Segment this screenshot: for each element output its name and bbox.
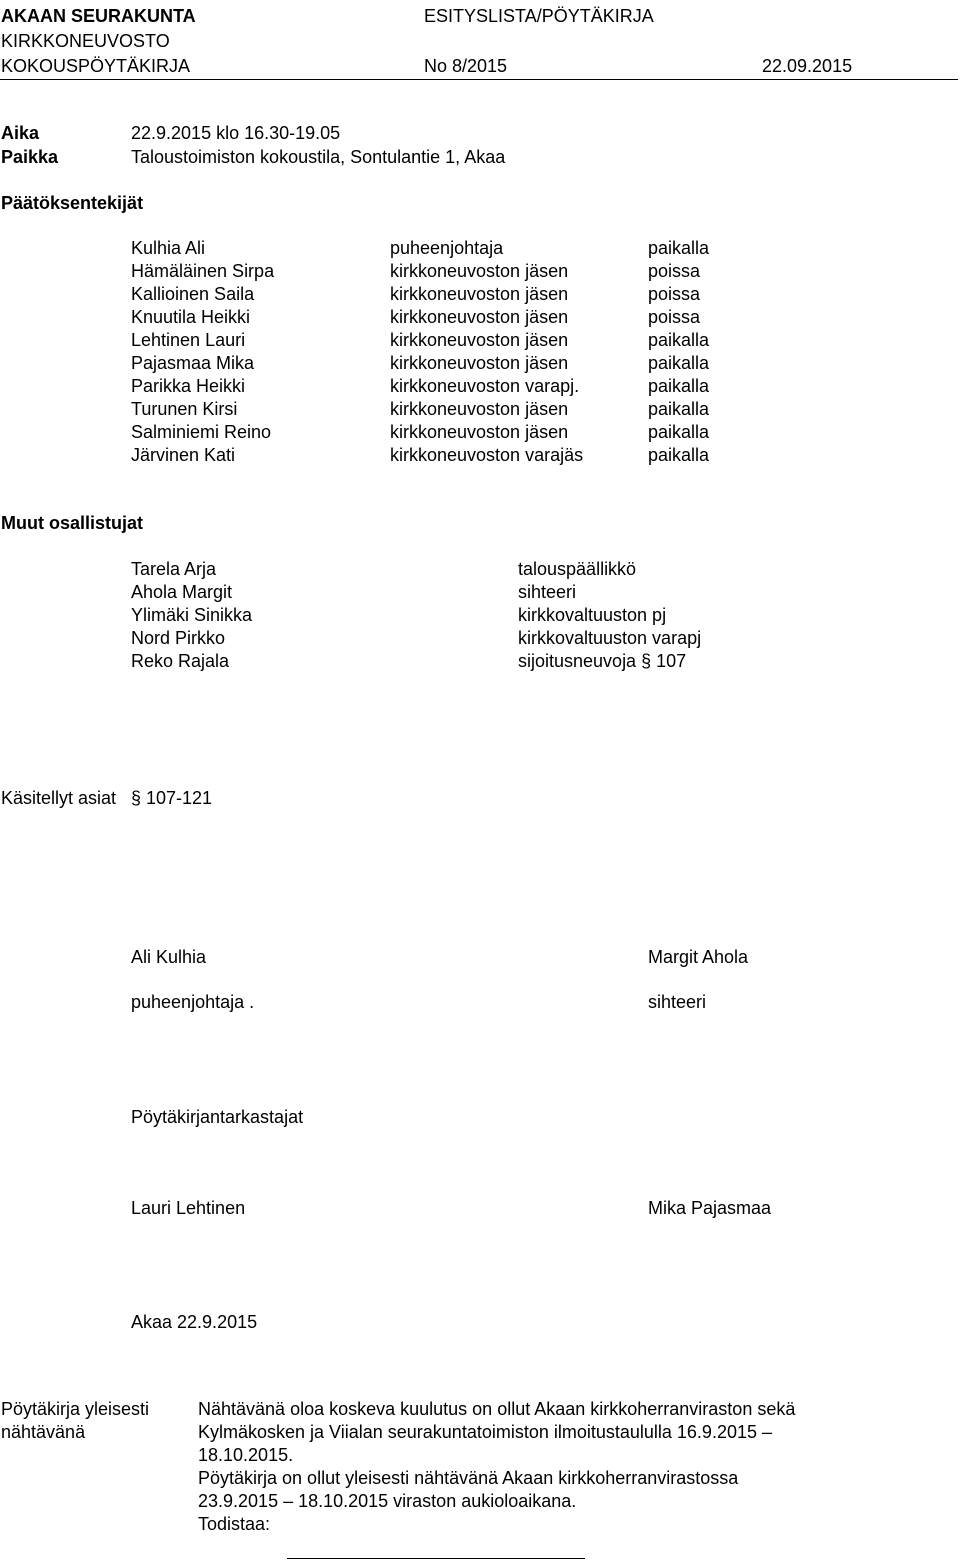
table-row bbox=[0, 283, 960, 306]
table-row bbox=[0, 604, 960, 627]
time-label: Aika bbox=[1, 123, 40, 143]
member-status: poissa bbox=[648, 284, 701, 304]
table-row bbox=[0, 558, 960, 581]
member-name: Pajasmaa Mika bbox=[131, 353, 255, 373]
time-value: 22.9.2015 klo 16.30-19.05 bbox=[131, 123, 341, 143]
member-name: Salminiemi Reino bbox=[131, 422, 272, 442]
other-participants-heading: Muut osallistujat bbox=[1, 513, 144, 533]
member-status: poissa bbox=[648, 307, 701, 327]
member-role: kirkkoneuvoston jäsen bbox=[390, 330, 569, 350]
public-text-line-1: Nähtävänä oloa koskeva kuulutus on ollut Akaan kirkkoherranviraston sekä bbox=[198, 1399, 796, 1419]
participant-name: Reko Rajala bbox=[131, 651, 230, 671]
member-role: kirkkoneuvoston varapj. bbox=[390, 376, 580, 396]
doc-type: ESITYSLISTA/PÖYTÄKIRJA bbox=[424, 6, 654, 26]
member-role: kirkkoneuvoston jäsen bbox=[390, 399, 569, 419]
member-name: Kulhia Ali bbox=[131, 238, 206, 258]
chair-name: Ali Kulhia bbox=[131, 947, 207, 967]
participant-name: Tarela Arja bbox=[131, 559, 217, 579]
member-status: paikalla bbox=[648, 353, 710, 373]
table-row bbox=[0, 306, 960, 329]
member-role: kirkkoneuvoston jäsen bbox=[390, 353, 569, 373]
reviewer-1: Lauri Lehtinen bbox=[131, 1198, 246, 1218]
member-status: paikalla bbox=[648, 238, 710, 258]
secretary-name: Margit Ahola bbox=[648, 947, 749, 967]
doc-date: 22.09.2015 bbox=[762, 56, 853, 76]
table-row bbox=[0, 260, 960, 283]
participant-name: Ahola Margit bbox=[131, 582, 233, 602]
member-role: kirkkoneuvoston jäsen bbox=[390, 422, 569, 442]
org-name: AKAAN SEURAKUNTA bbox=[1, 6, 196, 26]
member-name: Kallioinen Saila bbox=[131, 284, 255, 304]
member-role: kirkkoneuvoston varajäs bbox=[390, 445, 584, 465]
place-date: Akaa 22.9.2015 bbox=[131, 1312, 258, 1332]
public-text-line-6: Todistaa: bbox=[198, 1514, 271, 1534]
table-row bbox=[0, 421, 960, 444]
participant-role: talouspäällikkö bbox=[518, 559, 637, 579]
handled-label: Käsitellyt asiat bbox=[1, 788, 117, 808]
member-name: Hämäläinen Sirpa bbox=[131, 261, 275, 281]
table-row bbox=[0, 329, 960, 352]
member-status: paikalla bbox=[648, 422, 710, 442]
participant-name: Ylimäki Sinikka bbox=[131, 605, 253, 625]
participant-role: sihteeri bbox=[518, 582, 577, 602]
public-text-line-5: 23.9.2015 – 18.10.2015 viraston aukioloaikana. bbox=[198, 1491, 577, 1511]
table-row bbox=[0, 352, 960, 375]
place-label: Paikka bbox=[1, 147, 59, 167]
table-row bbox=[0, 398, 960, 421]
member-status: paikalla bbox=[648, 376, 710, 396]
participant-role: sijoitusneuvoja § 107 bbox=[518, 651, 687, 671]
public-label-line-2: nähtävänä bbox=[1, 1422, 86, 1442]
public-text-line-4: Pöytäkirja on ollut yleisesti nähtävänä Akaan kirkkoherranvirastossa bbox=[198, 1468, 739, 1488]
member-status: paikalla bbox=[648, 399, 710, 419]
handled-value: § 107-121 bbox=[131, 788, 213, 808]
reviewers-heading: Pöytäkirjantarkastajat bbox=[131, 1107, 304, 1127]
doc-kind: KOKOUSPÖYTÄKIRJA bbox=[1, 56, 191, 76]
member-name: Parikka Heikki bbox=[131, 376, 246, 396]
public-text-line-3: 18.10.2015. bbox=[198, 1445, 294, 1465]
doc-number: No 8/2015 bbox=[424, 56, 508, 76]
member-name: Knuutila Heikki bbox=[131, 307, 251, 327]
member-role: kirkkoneuvoston jäsen bbox=[390, 284, 569, 304]
participant-name: Nord Pirkko bbox=[131, 628, 226, 648]
table-row bbox=[0, 627, 960, 650]
table-row bbox=[0, 237, 960, 260]
member-name: Järvinen Kati bbox=[131, 445, 236, 465]
participant-role: kirkkovaltuuston pj bbox=[518, 605, 667, 625]
member-role: puheenjohtaja bbox=[390, 238, 504, 258]
signature-line bbox=[287, 1558, 585, 1559]
member-status: paikalla bbox=[648, 330, 710, 350]
participant-role: kirkkovaltuuston varapj bbox=[518, 628, 702, 648]
member-status: poissa bbox=[648, 261, 701, 281]
chair-title: puheenjohtaja . bbox=[131, 992, 255, 1012]
reviewer-2: Mika Pajasmaa bbox=[648, 1198, 772, 1218]
public-text-line-2: Kylmäkosken ja Viialan seurakuntatoimiston ilmoitustaululla 16.9.2015 – bbox=[198, 1422, 772, 1442]
table-row bbox=[0, 444, 960, 467]
place-value: Taloustoimiston kokoustila, Sontulantie 1, Akaa bbox=[131, 147, 506, 167]
decision-makers-heading: Päätöksentekijät bbox=[1, 193, 144, 213]
member-role: kirkkoneuvoston jäsen bbox=[390, 307, 569, 327]
table-row bbox=[0, 650, 960, 673]
member-name: Lehtinen Lauri bbox=[131, 330, 246, 350]
header-rule bbox=[0, 79, 958, 80]
secretary-title: sihteeri bbox=[648, 992, 707, 1012]
member-status: paikalla bbox=[648, 445, 710, 465]
body-name: KIRKKONEUVOSTO bbox=[1, 31, 170, 51]
table-row bbox=[0, 375, 960, 398]
public-label-line-1: Pöytäkirja yleisesti bbox=[1, 1399, 150, 1419]
table-row bbox=[0, 581, 960, 604]
member-name: Turunen Kirsi bbox=[131, 399, 238, 419]
member-role: kirkkoneuvoston jäsen bbox=[390, 261, 569, 281]
